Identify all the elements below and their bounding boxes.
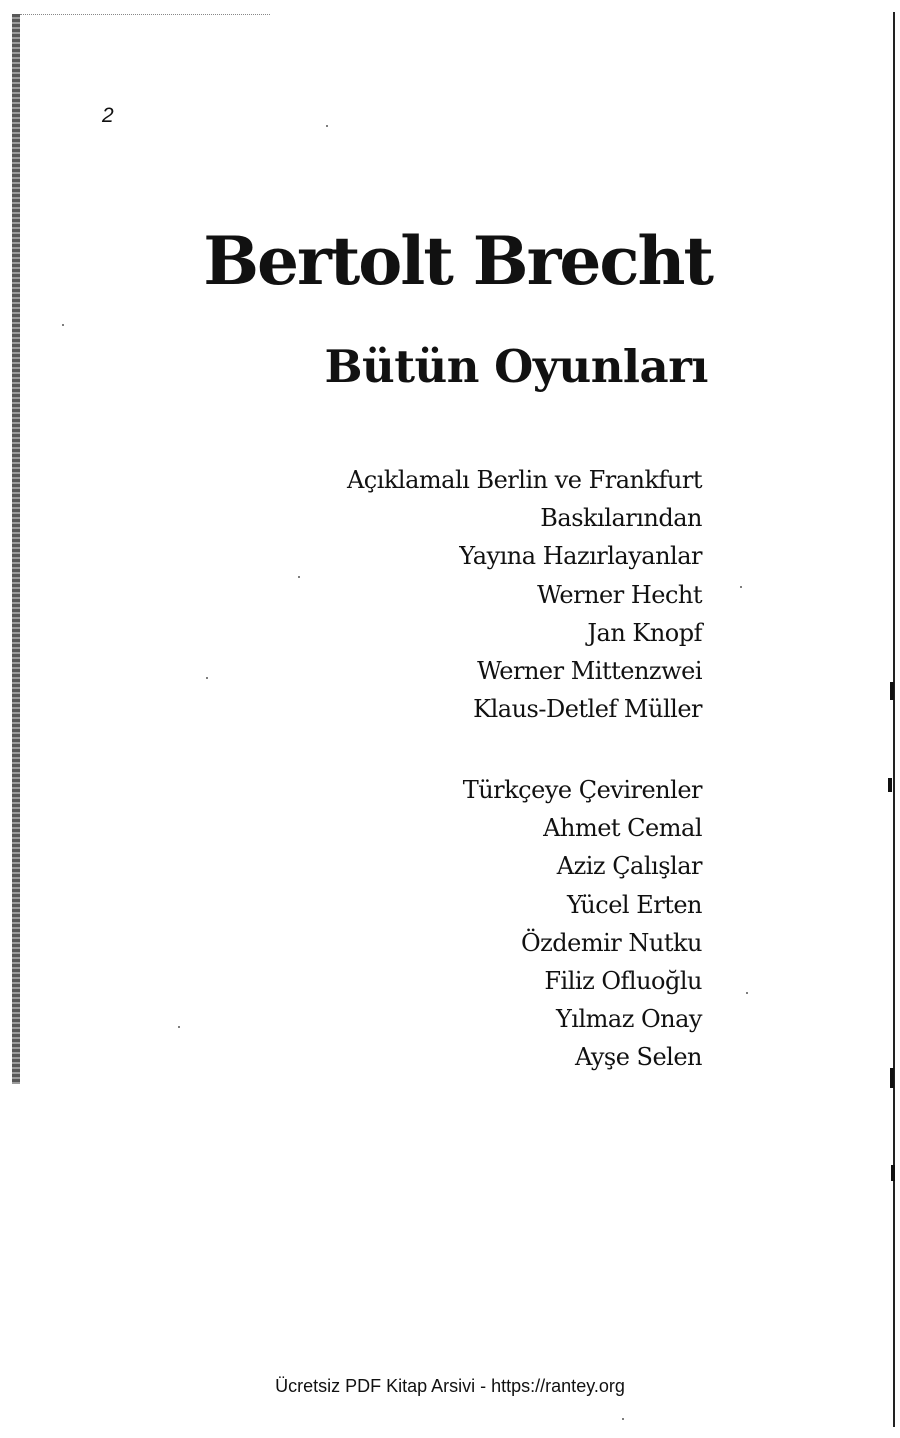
scan-speck — [178, 1026, 180, 1028]
book-author: Bertolt Brecht — [203, 222, 712, 300]
scan-edge-mark — [891, 1165, 895, 1181]
editor-name: Werner Mittenzwei — [477, 657, 702, 686]
translator-credits — [463, 771, 702, 1077]
translators-heading: Türkçeye Çevirenler — [462, 776, 702, 804]
scan-top-edge — [20, 14, 270, 16]
scan-speck — [298, 576, 300, 578]
scan-binding-edge — [12, 14, 20, 1084]
footer-watermark: Ücretsiz PDF Kitap Arsivi - https://rantey.org — [275, 1376, 625, 1396]
scan-edge-mark — [890, 1068, 894, 1088]
book-title: Bütün Oyunları — [324, 340, 708, 393]
scan-speck — [206, 677, 208, 679]
edition-line: Baskılarından — [540, 504, 702, 533]
scan-speck — [746, 992, 748, 994]
translator-name: Ayşe Selen — [574, 1043, 702, 1072]
page-number: 2 — [102, 104, 114, 127]
editor-name: Jan Knopf — [587, 618, 702, 647]
scan-speck — [326, 125, 328, 127]
scan-speck — [622, 1418, 624, 1420]
scan-right-edge — [893, 12, 895, 1427]
translator-name: Filiz Ofluoğlu — [544, 967, 702, 996]
translator-name: Yücel Erten — [567, 890, 702, 919]
scan-speck — [62, 324, 64, 326]
translator-name: Yılmaz Onay — [555, 1005, 702, 1034]
translator-name: Aziz Çalışlar — [556, 852, 702, 881]
editor-name: Klaus-Detlef Müller — [473, 695, 702, 724]
editor-name: Werner Hecht — [537, 580, 702, 609]
scan-edge-mark — [890, 682, 894, 700]
editors-heading: Yayına Hazırlayanlar — [459, 542, 702, 571]
scan-edge-mark — [888, 778, 892, 792]
translator-name: Özdemir Nutku — [520, 928, 702, 957]
edition-line: Açıklamalı Berlin ve Frankfurt — [346, 466, 702, 494]
translator-name: Ahmet Cemal — [543, 814, 702, 843]
edition-credits — [347, 461, 702, 728]
scan-speck — [740, 586, 742, 588]
